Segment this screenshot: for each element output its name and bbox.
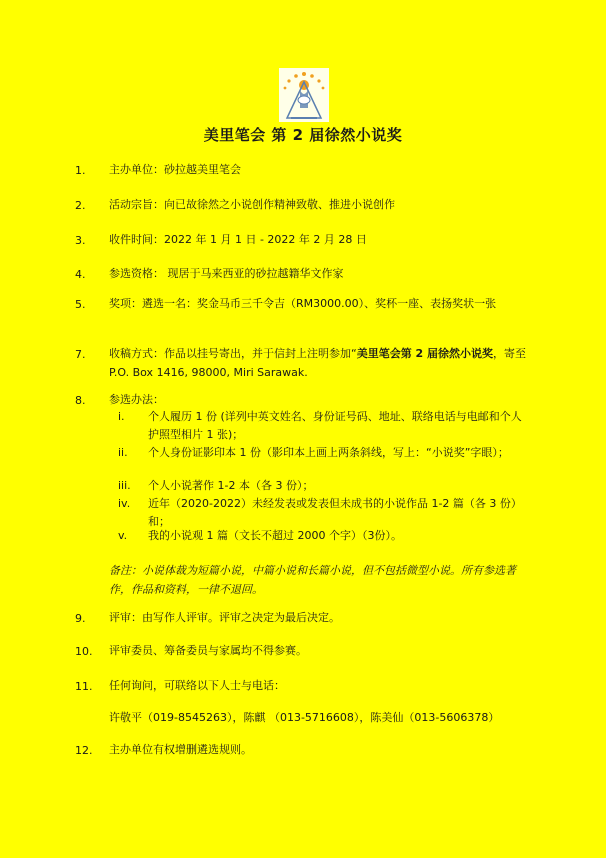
- item-number: 11.: [75, 680, 93, 693]
- item-text: 参选办法：: [109, 393, 164, 406]
- sub-item-text: 个人身份证影印本 1 份（影印本上画上两条斜线，写上：“小说奖”字眼）；: [148, 446, 509, 459]
- sub-item-text: 个人履历 1 份 (详列中英文姓名、身份证号码、地址、联络电话与电邮和个人护照型相片 1 张)；: [148, 410, 522, 441]
- sub-item-numeral: iii.: [118, 479, 131, 492]
- sub-item-numeral: v.: [118, 529, 128, 542]
- item-text: 评审委员、筹备委员与家属均不得参赛。: [109, 644, 307, 657]
- item-text: 收件时间：2022 年 1 月 1 日 - 2022 年 2 月 28 日: [109, 233, 367, 246]
- document-title: 美里笔会 第 2 届徐然小说奖: [203, 126, 403, 144]
- sub-item-text: 个人小说著作 1-2 本（各 3 份）；: [148, 479, 314, 492]
- item-number: 9.: [75, 612, 86, 625]
- organization-logo: [279, 68, 329, 122]
- item-text: 奖项：遴选一名：奖金马币三千令吉（RM3000.00）、奖杯一座、表扬奖状一张: [109, 297, 497, 310]
- contact-list: 许敬平（019-8545263），陈麒 （013-5716608），陈美仙（013-5606378）: [109, 711, 500, 724]
- item-number: 3.: [75, 234, 86, 247]
- item-number: 12.: [75, 744, 93, 757]
- item-text: 收稿方式：作品以挂号寄出，并于信封上注明参加“美里笔会第 2 届徐然小说奖，寄至 P.O. Box 1416, 98000, Miri Sarawak.: [109, 347, 527, 379]
- item-text: 活动宗旨：向已故徐然之小说创作精神致敬、推进小说创作: [109, 198, 395, 211]
- award-name-bold: 美里笔会第 2 届徐然小说奖: [356, 347, 494, 360]
- sub-item-text: 近年（2020-2022）未经发表或发表但未成书的小说作品 1-2 篇（各 3 份）和；: [148, 497, 522, 528]
- sub-item-numeral: iv.: [118, 497, 131, 510]
- item-text: 任何询问，可联络以下人士与电话：: [109, 679, 285, 692]
- sub-list-item: [0, 495, 606, 528]
- item-number: 1.: [75, 164, 86, 177]
- item-text: 主办单位：砂拉越美里笔会: [109, 163, 241, 176]
- item-number: 7.: [75, 348, 86, 361]
- sub-list-item: [0, 444, 606, 464]
- sub-item-numeral: ii.: [118, 446, 128, 459]
- item-number: 5.: [75, 298, 86, 311]
- item-text: 主办单位有权增删遴选规则。: [109, 743, 252, 756]
- sub-list-item: [0, 408, 606, 441]
- sub-list-item: [0, 477, 606, 497]
- item-text: 评审：由写作人评审。评审之决定为最后决定。: [109, 611, 340, 624]
- item-number: 4.: [75, 268, 86, 281]
- item-text: 参选资格： 现居于马来西亚的砂拉越籍华文作家: [109, 267, 344, 280]
- sub-item-numeral: i.: [118, 410, 125, 423]
- item-number: 10.: [75, 645, 93, 658]
- item-number: 2.: [75, 199, 86, 212]
- note-text: 备注：小说体裁为短篇小说，中篇小说和长篇小说，但不包括微型小说。所有参选著作，作品和资料，一律不退回。: [109, 564, 516, 596]
- item-number: 8.: [75, 394, 86, 407]
- sub-list-item: [0, 527, 606, 547]
- sub-item-text: 我的小说观 1 篇（文长不超过 2000 个字）（3份）。: [148, 529, 402, 542]
